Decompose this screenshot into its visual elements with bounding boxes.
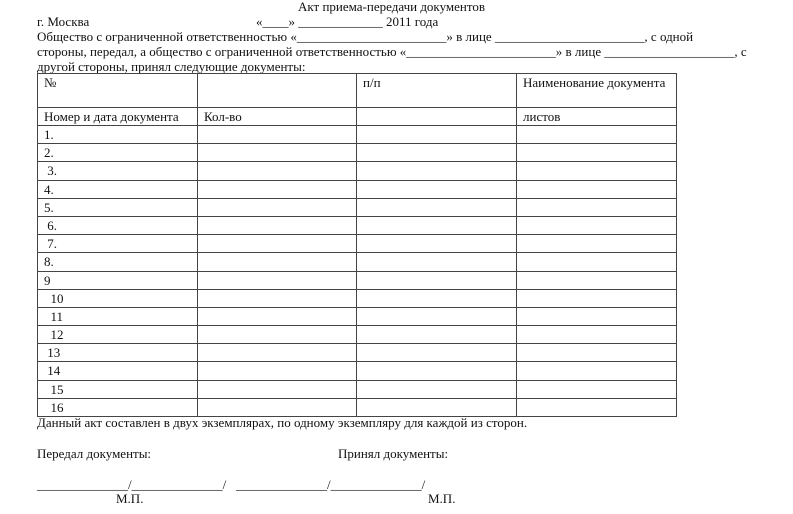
row-number-cell: 4. (38, 180, 198, 198)
table-row (38, 289, 677, 307)
table-cell (517, 380, 677, 398)
table-cell (517, 362, 677, 380)
table-cell (517, 235, 677, 253)
row-number-cell: 3. (38, 162, 198, 180)
header-cell (357, 108, 517, 126)
table-cell (198, 144, 357, 162)
header-cell: № (38, 74, 198, 108)
table-cell (357, 253, 517, 271)
row-number-cell: 1. (38, 126, 198, 144)
table-cell (357, 198, 517, 216)
document-title: Акт приема-передачи документов (298, 0, 485, 14)
table-cell (357, 326, 517, 344)
table-cell (198, 126, 357, 144)
row-number-cell: 16 (38, 398, 198, 416)
table-cell (357, 398, 517, 416)
table-cell (198, 180, 357, 198)
table-cell (357, 180, 517, 198)
table-cell (517, 144, 677, 162)
table-row (38, 326, 677, 344)
table-cell (517, 307, 677, 325)
table-cell (357, 380, 517, 398)
table-cell (198, 216, 357, 234)
table-row (38, 198, 677, 216)
row-number-cell: 6. (38, 216, 198, 234)
row-number-cell: 2. (38, 144, 198, 162)
row-number-cell: 13 (38, 344, 198, 362)
table-cell (357, 289, 517, 307)
table-cell (198, 235, 357, 253)
sender-label: Передал документы: (37, 446, 152, 461)
receiver-label: Принял документы: (338, 446, 449, 461)
table-cell (357, 144, 517, 162)
table-cell (198, 253, 357, 271)
table-cell (517, 126, 677, 144)
table-cell (198, 398, 357, 416)
table-cell (517, 289, 677, 307)
table-cell (198, 198, 357, 216)
table-row (38, 307, 677, 325)
table-cell (198, 362, 357, 380)
row-number-cell: 12 (38, 326, 198, 344)
header-cell: Наименование документа (517, 74, 677, 108)
stamp-left: М.П. (116, 491, 144, 506)
table-cell (517, 253, 677, 271)
stamp-right: М.П. (428, 491, 456, 506)
city-label: г. Москва (37, 14, 90, 29)
table-cell (517, 271, 677, 289)
table-cell (517, 326, 677, 344)
table-cell (198, 380, 357, 398)
table-row (38, 162, 677, 180)
table-cell (517, 180, 677, 198)
row-number-cell: 9 (38, 271, 198, 289)
table-row (38, 253, 677, 271)
table-row (38, 144, 677, 162)
table-row (38, 344, 677, 362)
table-cell (357, 162, 517, 180)
table-cell (357, 307, 517, 325)
table-cell (517, 162, 677, 180)
table-cell (198, 162, 357, 180)
table-row (38, 216, 677, 234)
table-header-row-1 (38, 74, 677, 108)
intro-line-1: Общество с ограниченной ответственностью «_______________________» в лице _______________________, с одной (37, 29, 694, 44)
table-cell (517, 344, 677, 362)
copies-note: Данный акт составлен в двух экземплярах, по одному экземпляру для каждой из сторон. (37, 415, 528, 430)
documents-table (37, 73, 677, 417)
row-number-cell: 15 (38, 380, 198, 398)
header-cell (198, 74, 357, 108)
header-cell: листов (517, 108, 677, 126)
table-cell (198, 344, 357, 362)
intro-line-3: другой стороны, принял следующие документы: (37, 59, 306, 74)
row-number-cell: 8. (38, 253, 198, 271)
header-cell: Номер и дата документа (38, 108, 198, 126)
table-cell (198, 271, 357, 289)
header-cell: Кол-во (198, 108, 357, 126)
table-row (38, 180, 677, 198)
table-cell (517, 216, 677, 234)
table-cell (357, 344, 517, 362)
row-number-cell: 7. (38, 235, 198, 253)
row-number-cell: 14 (38, 362, 198, 380)
table-cell (357, 216, 517, 234)
signature-lines: ______________/______________/ ______________/______________/ (37, 477, 426, 492)
table-row (38, 235, 677, 253)
table-header-row-2 (38, 108, 677, 126)
table-cell (357, 362, 517, 380)
table-row (38, 126, 677, 144)
row-number-cell: 10 (38, 289, 198, 307)
table-cell (517, 198, 677, 216)
table-cell (357, 126, 517, 144)
table-cell (198, 307, 357, 325)
table-cell (357, 235, 517, 253)
table-row (38, 271, 677, 289)
row-number-cell: 5. (38, 198, 198, 216)
table-cell (357, 271, 517, 289)
date-line: «____» _____________ 2011 года (256, 14, 439, 29)
table-row (38, 380, 677, 398)
table-cell (198, 326, 357, 344)
table-row (38, 398, 677, 416)
row-number-cell: 11 (38, 307, 198, 325)
table-row (38, 362, 677, 380)
table-cell (517, 398, 677, 416)
table-cell (198, 289, 357, 307)
header-cell: п/п (357, 74, 517, 108)
intro-line-2: стороны, передал, а общество с ограниченной ответственностью «_______________________» в лице ____________________, с (37, 44, 747, 59)
